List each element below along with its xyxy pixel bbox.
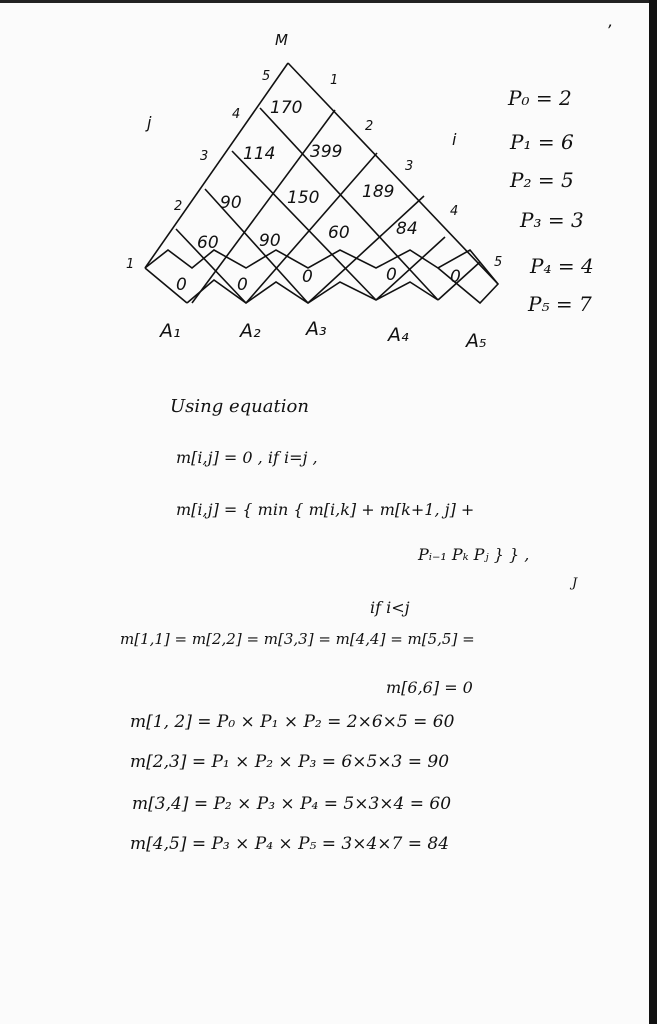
cell-m13: 90 [220,193,242,213]
j-index-5: 5 [262,69,271,84]
cell-m12: 60 [197,233,219,253]
cell-m25: 399 [310,142,343,162]
cell-m55: 0 [450,267,461,287]
matrix-label-a1: A₁ [160,320,181,342]
i-index-3: 3 [405,159,414,174]
dimension-p1: P₁ = 6 [510,130,574,154]
cell-m44: 0 [386,265,397,285]
row-1-cells [176,265,461,295]
calc-m34: m[3,4] = P₂ × P₃ × P₄ = 5×3×4 = 60 [132,794,452,814]
cell-m45: 84 [396,219,418,239]
dimension-p0: P₀ = 2 [508,86,572,110]
j-index-1: 1 [126,257,135,272]
i-index-4: 4 [450,204,459,219]
dimension-p3: P₃ = 3 [520,208,584,232]
matrix-label-a4: A₄ [388,324,409,346]
i-axis-label: i [452,130,457,149]
heading-using-equation: Using equation [170,396,309,417]
calc-m12: m[1, 2] = P₀ × P₁ × P₂ = 2×6×5 = 60 [130,712,455,732]
equation-recurrence-cont: Pᵢ₋₁ Pₖ Pⱼ } } , [418,545,530,564]
equation-base-case: m[i,j] = 0 , if i=j , [176,448,318,467]
equation-condition: if i<j [370,598,410,617]
row-5-cells [270,98,302,118]
i-index-5: 5 [494,255,503,270]
cell-m24: 150 [287,188,320,208]
equation-recurrence-sub: J [572,576,578,591]
cell-m15: 170 [270,98,303,118]
j-index-3: 3 [200,149,209,164]
base-values-line: m[1,1] = m[2,2] = m[3,3] = m[4,4] = m[5,5] = [120,630,475,648]
cell-m23: 90 [259,231,281,251]
i-index-1: 1 [330,73,339,88]
dimension-p5: P₅ = 7 [528,292,592,316]
cell-m11: 0 [176,275,187,295]
cell-m14: 114 [243,144,276,164]
dimension-p4: P₄ = 4 [530,254,594,278]
cell-m34: 60 [328,223,350,243]
row-4-cells [243,142,342,164]
i-index-2: 2 [365,119,374,134]
dimension-p2: P₂ = 5 [510,168,574,192]
apex-label: M [275,31,288,49]
corner-tick: ’ [606,21,612,40]
matrix-label-a5: A₅ [466,330,487,352]
calc-m45: m[4,5] = P₃ × P₄ × P₅ = 3×4×7 = 84 [130,834,450,854]
base-values-line-2: m[6,6] = 0 [386,678,473,697]
equation-recurrence: m[i,j] = { min { m[i,k] + m[k+1, j] + [176,500,475,519]
cell-m35: 189 [362,182,395,202]
j-index-4: 4 [232,107,241,122]
cell-m33: 0 [302,267,313,287]
calc-m23: m[2,3] = P₁ × P₂ × P₃ = 6×5×3 = 90 [130,752,450,772]
matrix-label-a2: A₂ [240,320,261,342]
row-2-cells [197,219,418,253]
cell-m22: 0 [237,275,248,295]
row-3-cells [220,182,394,213]
matrix-label-a3: A₃ [306,318,327,340]
j-index-2: 2 [174,199,183,214]
j-axis-label: j [147,113,152,132]
